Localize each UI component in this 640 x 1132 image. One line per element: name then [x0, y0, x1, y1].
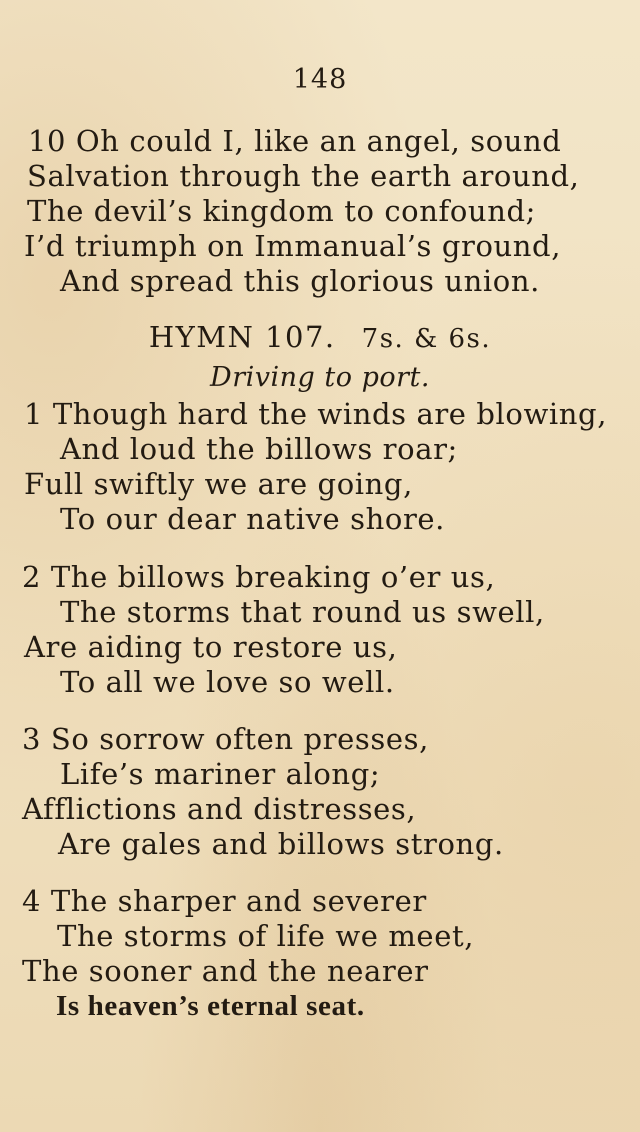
stanza-2-line-3: Are aiding to restore us, [24, 630, 398, 664]
stanza-4-line-2: The storms of life we meet, [57, 919, 475, 953]
stanza-3-line-1: 3 So sorrow often presses, [22, 722, 429, 756]
stanza-10-line-5: And spread this glorious union. [60, 264, 540, 298]
hymn-subtitle: Driving to port. [210, 362, 430, 393]
stanza-1-line-3: Full swiftly we are going, [24, 467, 413, 501]
hymn-heading [0, 320, 640, 354]
hymn-title: HYMN 107. [148, 320, 336, 354]
hymn-meter: 7s. & 6s. [361, 324, 492, 354]
stanza-10-line-1: 10 Oh could I, like an angel, sound [28, 124, 562, 158]
stanza-1-line-4: To our dear native shore. [60, 502, 446, 536]
page-number: 148 [292, 64, 348, 95]
stanza-10-line-3: The devil’s kingdom to confound; [27, 194, 536, 228]
stanza-2-line-4: To all we love so well. [60, 665, 395, 699]
stanza-1-line-1: 1 Though hard the winds are blowing, [24, 397, 608, 431]
stanza-4-line-4: Is heaven’s eternal seat. [56, 990, 365, 1022]
stanza-3-line-2: Life’s mariner along; [60, 757, 381, 791]
stanza-2-line-2: The storms that round us swell, [60, 595, 545, 629]
stanza-10-line-4: I’d triumph on Immanual’s ground, [24, 229, 562, 263]
stanza-2-line-1: 2 The billows breaking o’er us, [22, 560, 496, 594]
stanza-3-line-3: Afflictions and distresses, [22, 792, 417, 826]
stanza-1-line-2: And loud the billows roar; [60, 432, 458, 466]
stanza-4-line-3: The sooner and the nearer [22, 954, 429, 988]
stanza-10-line-2: Salvation through the earth around, [27, 159, 580, 193]
stanza-4-line-1: 4 The sharper and severer [22, 884, 427, 918]
stanza-3-line-4: Are gales and billows strong. [58, 827, 504, 861]
